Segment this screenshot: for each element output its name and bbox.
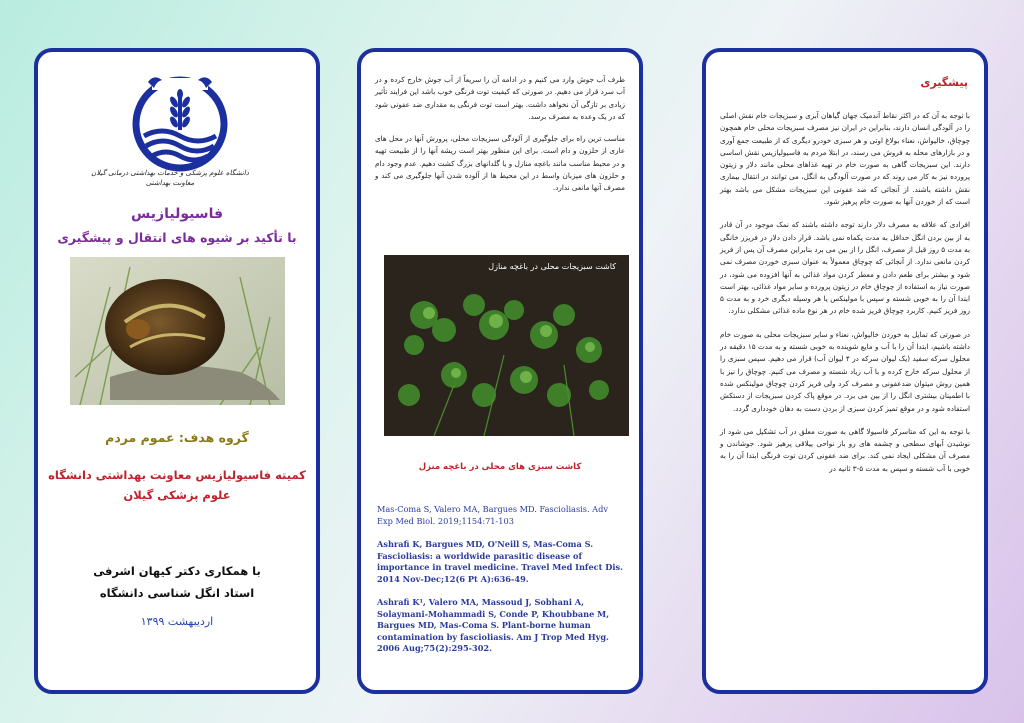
reference-3 <box>377 597 623 655</box>
reference-2-rest: Fascioliasis: a worldwide parasitic disease of importance in travel medicine. Travel Med Infect Dis. 2014 Nov-Dec;12(6 Pt A):636-49. <box>377 550 623 584</box>
university-logo-icon <box>130 72 230 172</box>
photo-caption: کاشت سبزی های محلی در باغچه منزل <box>418 462 582 472</box>
prevention-text <box>720 110 970 486</box>
reference-3-rest: Plant-borne human contamination by fascioliasis. Am J Trop Med Hyg. 2006 Aug;75(2):295-302. <box>377 620 609 653</box>
committee-line-1: کمیته فاسیولیازیس معاونت بهداشتی دانشگاه <box>48 468 306 482</box>
right-panel <box>702 48 988 694</box>
reference-3-authors: Ashrafi K¹, Valero MA, Massoud J, Sobhani A, Solaymani-Mohammadi S, Conde P, Khoubbane M, Bargues MD, Mas-Coma S. <box>377 597 610 630</box>
title-line-1: فاسیولیازیس <box>130 206 224 222</box>
middle-panel <box>357 48 643 694</box>
left-panel <box>34 48 320 694</box>
right-paragraph-2: افرادی که علاقه به مصرف دلار دارند توجه داشته باشند که نمک موجود در آن قادر به از بین بردن انگل حداقل به مدت یکماه نمی باشد. قرار دادن دلار در فریزر خانگی به مدت ۵ روز قبل از مصرف، انگل را از بین می برد بنابراین مصرف آن پس از فریز کردن مانعی ندارد. از آنجائی که چوچاق معمولاً به عنوان سبزی خوردن مصرف نمی شود و بیشتر برای طعم دادن و معطر کردن مواد غذائی به آنها افزوده می شود، در صورت نیاز به استفاده از چوچاق خام در زیتون پرورده و سایر مواد غذائی، بهتر است ابتدا آن را به خوبی شسته و سپس با مولینکس یا هر وسیله دیگری خرد و به مدت ۵ روز فریز کنیم. کاربرد چوچاق فریز شده خام در هر نوع ماده غذائی مشکلی ندارد. <box>720 220 971 316</box>
collaboration-block <box>38 560 316 604</box>
photo-label: کاشت سبزیجات محلی در باغچه منازل <box>488 262 616 271</box>
reference-2-authors: Ashrafi K, Bargues MD, O'Neill S, Mas-Coma S. <box>377 539 594 549</box>
title-line-2: با تأکید بر شیوه های انتقال و پیشگیری <box>57 230 297 245</box>
reference-2 <box>377 539 623 585</box>
right-paragraph-4: با توجه به این که متاسرکر فاسیولا گاهی به صورت معلق در آب تشکیل می شود از نوشیدن آبهای سطحی و چشمه های رو باز نواحی ییلاقی پرهیز شود. جوشاندن و مصرف آن مشکلی ایجاد نمی کند. برای ضد عفونی کردن توت فرنگی ابتدا آن را به خوبی با آب شسته و سپس به مدت ۵-۳ ثانیه در <box>720 426 970 473</box>
collab-line-1: با همکاری دکتر کیهان اشرفی <box>93 564 261 578</box>
target-group: گروه هدف: عموم مردم <box>105 430 249 445</box>
middle-paragraph-2: مناسب ترین راه برای جلوگیری از آلودگی سبزیجات محلی، پرورش آنها در محل های عاری از حلزون و دام است. برای این منظور بهتر است ریشه آنها را از طبیعت تهیه و در محیط مناسب مانند باغچه منازل و یا گلدانهای بزرگ کشت دهیم. عدم وجود دام و حلزون های میزبان واسط در این محیط ها از آلوده شدن آنها جلوگیری می کند و مصرف آنها مانعی ندارد. <box>375 134 625 193</box>
right-paragraph-1: با توجه به آن که در اکثر نقاط آندمیک جهان گیاهان آبزی و سبزیجات خام نقش اصلی را در آلودگی انسان دارند، بنابراین در ایران نیز مصرف سبزیجات محلی خام همچون چوچاق، خالیواش، نعناء بولاغ اوتی و هر سبزی خودرو دیگری که از طبیعت جمع آوری و در بازارهای محله به فروش می رسند، در ابتلا مردم به فاسیولیازیس نقش اساسی دارند. این سبزیجات گاهی به صورت خام در تهیه غذاهای محلی مانند دلار و زیتون پرورده نیز به کار می روند که در صورت آلودگی به انگل، می توانند در انتقال بیماری نقش داشته باشند. از آنجائی که ضد عفونی این سبزیجات مشکل می باشد بهتر است که از خوردن آنها به صورت خام پرهیز شود. <box>720 111 970 207</box>
snail-photo <box>70 257 285 405</box>
committee-line-2: علوم پزشکی گیلان <box>123 488 231 502</box>
garden-plants-photo <box>384 255 629 436</box>
reference-1: Mas-Coma S, Valero MA, Bargues MD. Fascioliasis. Adv Exp Med Biol. 2019;1154:71-103 <box>377 504 608 526</box>
committee-block <box>44 465 310 505</box>
university-name: دانشگاه علوم پزشکی و خدمات بهداشتی درمانی گیلان معاونت بهداشتی <box>91 169 249 187</box>
collab-line-2: استاد انگل شناسی دانشگاه <box>99 586 255 600</box>
middle-paragraph-1: ظرف آب جوش وارد می کنیم و در ادامه آن را سریعاً از آب جوش خارج کرده و در آب سرد قرار می دهیم. در صورتی که کیفیت توت فرنگی خوب باشد این فرایند تأثیر زیادی بر تازگی آن نخواهد داشت. بهتر است توت فرنگی به مقداری ضد عفونی شود که در یک وعده به مصرف برسد. <box>375 75 625 121</box>
references-list <box>377 504 623 667</box>
prevention-heading: پیشگیری <box>920 76 968 89</box>
publication-date: اردیبهشت ۱۳۹۹ <box>140 615 214 628</box>
middle-text <box>375 74 625 205</box>
right-paragraph-3: در صورتی که تمایل به خوردن خالیواش، نعناء و سایر سبزیجات محلی به صورت خام داشته باشیم، ابتدا آن را با آب و مایع شوینده به خوبی شسته و به مدت ۱۵ دقیقه در محلول سرکه سفید (یک لیوان سرکه در ۴ لیوان آب) قرار می دهیم. سپس سبزی را از محلول سرکه خارج کرده و با آب زیاد شسته و مصرف می کنیم. چوچاق را نیز با همین روش میتوان ضدعفونی و مصرف کرد ولی فریز کردن چوچاق مولینکس شده با اطمینان بیشتری انگل را از بین می برد. در موقع پاک کردن سبزیجات از دستکش استفاده شود و در موقع تمیز کردن سبزی از بردن دست به دهان خودداری گردد. <box>720 329 970 413</box>
